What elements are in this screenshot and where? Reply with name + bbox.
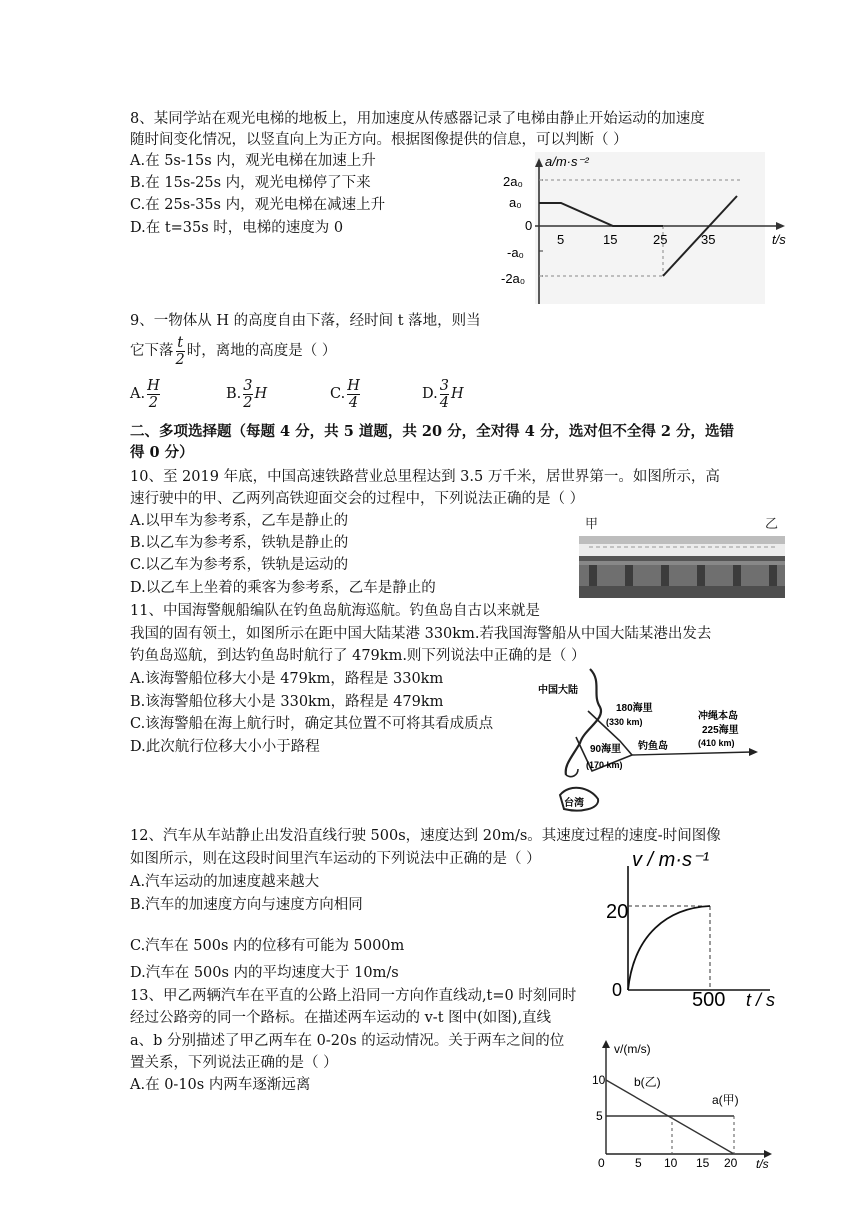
q11-stem-line2: 我国的固有领土，如图所示在距中国大陆某港 330km.若我国海警船从中国大陆某港出发去 (130, 626, 712, 642)
q13-xtick-0: 0 (598, 1156, 605, 1170)
q11-map-mainland-label: 中国大陆 (538, 685, 578, 696)
q9-option-b-suffix: H (254, 386, 268, 402)
q13-xtick-10: 10 (664, 1156, 678, 1170)
q9-option-d (422, 377, 464, 411)
q9-option-c-num: H (347, 377, 360, 394)
q9-option-a-label: A. (130, 386, 146, 402)
q9-stem-line1: 9、一物体从 H 的高度自由下落，经时间 t 落地，则当 (130, 313, 481, 329)
q8-ytick-neg-a0: -a₀ (507, 245, 524, 260)
q11-option-c: C.该海警船在海上航行时，确定其位置不可将其看成质点 (130, 716, 494, 732)
q9-option-b-den: 2 (243, 394, 253, 411)
q8-x-axis-label: t/s (772, 232, 786, 247)
q11-option-b: B.该海警船位移大小是 330km，路程是 479km (130, 694, 444, 710)
q12-option-a: A.汽车运动的加速度越来越大 (130, 874, 320, 890)
q9-option-b-label: B. (226, 386, 242, 402)
q9-option-d-den: 4 (439, 394, 449, 411)
q11-map-okinawa: 冲绳本岛 (698, 711, 738, 722)
q8-acceleration-graph (495, 152, 795, 307)
q9-option-a (130, 377, 162, 411)
q8-ytick-2a0: 2a₀ (503, 174, 523, 189)
q8-xtick-25: 25 (653, 232, 668, 247)
q10-option-a: A.以甲车为参考系，乙车是静止的 (130, 513, 349, 529)
q8-option-b: B.在 15s-25s 内，观光电梯停了下来 (130, 175, 371, 191)
q9-option-d-suffix: H (450, 386, 464, 402)
q9-fraction (176, 335, 185, 368)
q10-stem-line2: 速行驶中的甲、乙两列高铁迎面交会的过程中，下列说法正确的是（ ） (130, 491, 585, 507)
q11-map-d2: 225海里 (702, 725, 739, 736)
q9-frac-num: t (177, 334, 184, 351)
q13-option-a: A.在 0-10s 内两车逐渐远离 (130, 1077, 311, 1093)
q8-xtick-5: 5 (557, 232, 565, 247)
q12-option-c: C.汽车在 500s 内的位移有可能为 5000m (130, 938, 405, 954)
q8-y-axis-label: a/m·s⁻² (545, 154, 589, 169)
q11-diaoyu-map (520, 667, 790, 814)
q13-xtick-5: 5 (635, 1156, 642, 1170)
section2-header-line2: 得 0 分） (130, 444, 194, 461)
q9-frac-den: 2 (175, 351, 185, 368)
q12-velocity-graph (598, 838, 788, 1010)
q12-x-axis-label: t / s (746, 990, 776, 1010)
q13-stem-line2: 经过公路旁的同一个路标。在描述两车运动的 v-t 图中(如图),直线 (130, 1010, 552, 1026)
q13-xtick-20: 20 (724, 1156, 738, 1170)
q11-option-a: A.该海警船位移大小是 479km，路程是 330km (130, 671, 444, 687)
q8-ytick-neg-2a0: -2a₀ (501, 271, 526, 286)
q13-ytick-10: 10 (592, 1073, 606, 1087)
q9-option-b (226, 377, 267, 411)
q11-stem-line1: 11、中国海警舰船编队在钓鱼岛航海巡航。钓鱼岛自古以来就是 (130, 603, 540, 619)
q10-photo-label-yi: 乙 (765, 516, 779, 531)
q13-ytick-5: 5 (596, 1109, 603, 1123)
q11-map-diaoyu-label: 钓鱼岛 (638, 741, 668, 752)
q12-ytick-20: 20 (606, 901, 629, 923)
q12-y-axis-label: v / m·s⁻¹ (632, 849, 710, 871)
q9-option-d-label: D. (422, 386, 438, 402)
q13-vt-graph (588, 1036, 788, 1176)
q10-option-c: C.以乙车为参考系，铁轨是运动的 (130, 557, 349, 573)
q12-stem-line1: 12、汽车从车站静止出发沿直线行驶 500s，速度达到 20m/s。其速度过程的速度-时间图像 (130, 828, 721, 844)
q9-option-c-label: C. (330, 386, 346, 402)
q13-stem-line1: 13、甲乙两辆汽车在平直的公路上沿同一方向作直线动,t=0 时刻同时 (130, 988, 577, 1004)
q9-stem-pre: 它下落 (130, 343, 174, 359)
q9-option-a-num: H (147, 377, 160, 394)
q12-option-d: D.汽车在 500s 内的平均速度大于 10m/s (130, 965, 399, 981)
q9-stem-line2 (130, 334, 336, 368)
q13-xtick-15: 15 (696, 1156, 710, 1170)
q13-line-a-label: a(甲) (712, 1093, 739, 1107)
q9-stem-post: 时，离地的高度是（ ） (186, 343, 337, 359)
q13-y-axis-label: v/(m/s) (614, 1042, 651, 1056)
q13-stem-line4: 置关系，下列说法正确的是（ ） (130, 1055, 338, 1071)
q9-option-b-num: 3 (243, 377, 253, 394)
q8-xtick-35: 35 (701, 232, 716, 247)
q10-train-photo (579, 514, 785, 598)
q13-line-b-label: b(乙) (634, 1075, 661, 1089)
q11-map-d3: 90海里 (590, 744, 622, 755)
q11-map-d3-km: (170 km) (586, 760, 623, 770)
q8-ytick-0: 0 (525, 218, 533, 233)
q10-option-b: B.以乙车为参考系，铁轨是静止的 (130, 535, 349, 551)
q13-stem-line3: a、b 分别描述了甲乙两车在 0-20s 的运动情况。关于两车之间的位 (130, 1033, 565, 1049)
q11-map-taiwan-label: 台湾 (564, 798, 584, 809)
q11-map-d1-km: (330 km) (606, 717, 643, 727)
q13-x-axis-label: t/s (756, 1157, 769, 1171)
q8-option-a: A.在 5s-15s 内，观光电梯在加速上升 (130, 153, 376, 169)
q11-stem-line3: 钓鱼岛巡航，到达钓鱼岛时航行了 479km.则下列说法中正确的是（ ） (130, 648, 586, 664)
q11-option-d: D.此次航行位移大小小于路程 (130, 739, 320, 755)
q12-xtick-500: 500 (692, 989, 726, 1010)
q9-option-a-den: 2 (148, 394, 159, 411)
q10-photo-label-jia: 甲 (585, 516, 599, 531)
q8-option-c: C.在 25s-35s 内，观光电梯在减速上升 (130, 197, 386, 213)
q11-map-d2-km: (410 km) (698, 738, 735, 748)
q10-stem-line1: 10、至 2019 年底，中国高速铁路营业总里程达到 3.5 万千米，居世界第一。如图所示，高 (130, 469, 720, 485)
q9-option-d-num: 3 (439, 377, 449, 394)
q8-stem-line2: 随时间变化情况，以竖直向上为正方向。根据图像提供的信息，可以判断（ ） (130, 132, 628, 148)
q8-option-d: D.在 t=35s 时，电梯的速度为 0 (130, 220, 344, 236)
q10-option-d: D.以乙车上坐着的乘客为参考系，乙车是静止的 (130, 580, 436, 596)
q11-map-d1: 180海里 (616, 703, 653, 714)
q8-stem-line1: 8、某同学站在观光电梯的地板上，用加速度从传感器记录了电梯由静止开始运动的加速度 (130, 111, 705, 127)
q12-option-b: B.汽车的加速度方向与速度方向相同 (130, 897, 363, 913)
q9-option-c-den: 4 (348, 394, 359, 411)
q12-stem-line2: 如图所示，则在这段时间里汽车运动的下列说法中正确的是（ ） (130, 851, 541, 867)
q12-origin-label: 0 (612, 980, 623, 1000)
q8-xtick-15: 15 (603, 232, 618, 247)
q8-ytick-a0: a₀ (509, 195, 522, 210)
section2-header-line1: 二、多项选择题（每题 4 分，共 5 道题，共 20 分，全对得 4 分，选对但不全得 2 分，选错 (130, 423, 735, 440)
q9-option-c (330, 377, 362, 411)
